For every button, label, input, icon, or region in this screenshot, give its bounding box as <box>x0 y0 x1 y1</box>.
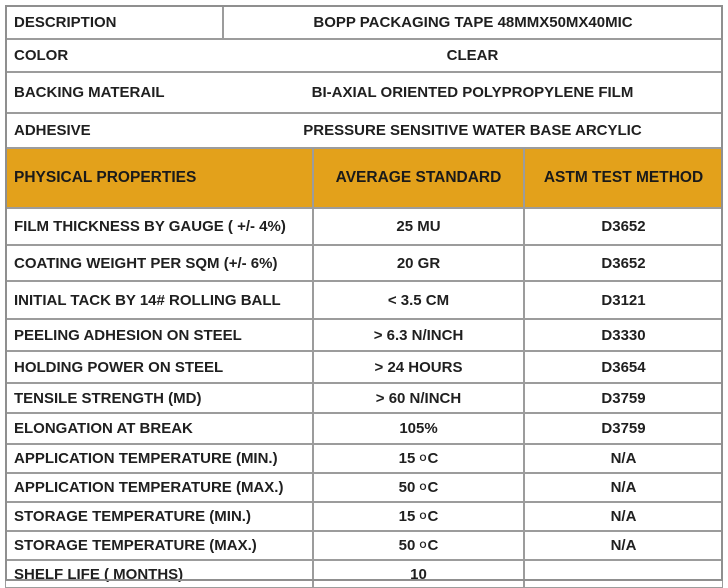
info-value: CLEAR <box>223 39 723 72</box>
property-name: STORAGE TEMPERATURE (MAX.) <box>5 531 313 560</box>
property-name: PEELING ADHESION ON STEEL <box>5 319 313 351</box>
header-astm-test-method: ASTM TEST METHOD <box>524 148 723 208</box>
info-value: BI-AXIAL ORIENTED POLYPROPYLENE FILM <box>223 72 723 113</box>
average-standard-value: < 3.5 CM <box>313 281 524 319</box>
astm-method-value: D3759 <box>524 413 723 444</box>
astm-method-value: D3121 <box>524 281 723 319</box>
astm-method-value: D3652 <box>524 208 723 245</box>
table-row <box>5 208 723 245</box>
table-row <box>5 473 723 502</box>
temperature-value: 50 <box>398 537 416 554</box>
table-row <box>5 444 723 473</box>
table-row <box>5 502 723 531</box>
info-label: ADHESIVE <box>5 113 223 148</box>
info-row-adhesive <box>5 113 723 148</box>
astm-method-value: D3654 <box>524 351 723 383</box>
property-name: COATING WEIGHT PER SQM (+/- 6%) <box>5 245 313 281</box>
astm-method-value: D3759 <box>524 383 723 413</box>
property-name: HOLDING POWER ON STEEL <box>5 351 313 383</box>
table-row <box>5 245 723 281</box>
table-row <box>5 531 723 560</box>
info-value: BOPP PACKAGING TAPE 48MMX50MX40MIC <box>223 5 723 39</box>
average-standard-value: > 6.3 N/INCH <box>313 319 524 351</box>
astm-method-value: N/A <box>524 473 723 502</box>
table-row <box>5 413 723 444</box>
average-standard-value <box>313 473 524 502</box>
temperature-value: 50 <box>398 479 416 496</box>
astm-method-value: D3652 <box>524 245 723 281</box>
table-row <box>5 383 723 413</box>
astm-method-value: N/A <box>524 531 723 560</box>
table-row <box>5 351 723 383</box>
temperature-unit: C <box>427 537 439 554</box>
degree-superscript: O <box>419 539 427 550</box>
table-header <box>5 148 723 208</box>
temperature-unit: C <box>427 450 439 467</box>
property-name: APPLICATION TEMPERATURE (MAX.) <box>5 473 313 502</box>
property-name: ELONGATION AT BREAK <box>5 413 313 444</box>
average-standard-value <box>313 502 524 531</box>
property-name: FILM THICKNESS BY GAUGE ( +/- 4%) <box>5 208 313 245</box>
info-row-backing <box>5 72 723 113</box>
degree-superscript: O <box>419 510 427 521</box>
astm-method-value <box>524 560 723 588</box>
info-label: BACKING MATERAIL <box>5 72 223 113</box>
property-name: SHELF LIFE ( MONTHS) <box>5 560 313 588</box>
astm-method-value: N/A <box>524 502 723 531</box>
table-row <box>5 281 723 319</box>
info-label: DESCRIPTION <box>5 5 223 39</box>
average-standard-value: 10 <box>313 560 524 588</box>
degree-superscript: O <box>419 481 427 492</box>
temperature-unit: C <box>427 508 439 525</box>
info-row-description <box>5 5 723 39</box>
spec-sheet <box>5 5 723 581</box>
average-standard-value <box>313 444 524 473</box>
temperature-value: 15 <box>398 508 416 525</box>
info-value: PRESSURE SENSITIVE WATER BASE ARCYLIC <box>223 113 723 148</box>
table-row <box>5 319 723 351</box>
astm-method-value: D3330 <box>524 319 723 351</box>
property-name: STORAGE TEMPERATURE (MIN.) <box>5 502 313 531</box>
average-standard-value <box>313 531 524 560</box>
temperature-value: 15 <box>398 450 416 467</box>
info-label: COLOR <box>5 39 223 72</box>
temperature-unit: C <box>427 479 439 496</box>
property-name: APPLICATION TEMPERATURE (MIN.) <box>5 444 313 473</box>
degree-superscript: O <box>419 452 427 463</box>
info-row-color <box>5 39 723 72</box>
table-row <box>5 560 723 588</box>
astm-method-value: N/A <box>524 444 723 473</box>
average-standard-value: > 60 N/INCH <box>313 383 524 413</box>
average-standard-value: 20 GR <box>313 245 524 281</box>
average-standard-value: 25 MU <box>313 208 524 245</box>
header-average-standard: AVERAGE STANDARD <box>313 148 524 208</box>
property-name: TENSILE STRENGTH (MD) <box>5 383 313 413</box>
average-standard-value: 105% <box>313 413 524 444</box>
property-name: INITIAL TACK BY 14# ROLLING BALL <box>5 281 313 319</box>
header-physical-properties: PHYSICAL PROPERTIES <box>5 148 313 208</box>
average-standard-value: > 24 HOURS <box>313 351 524 383</box>
